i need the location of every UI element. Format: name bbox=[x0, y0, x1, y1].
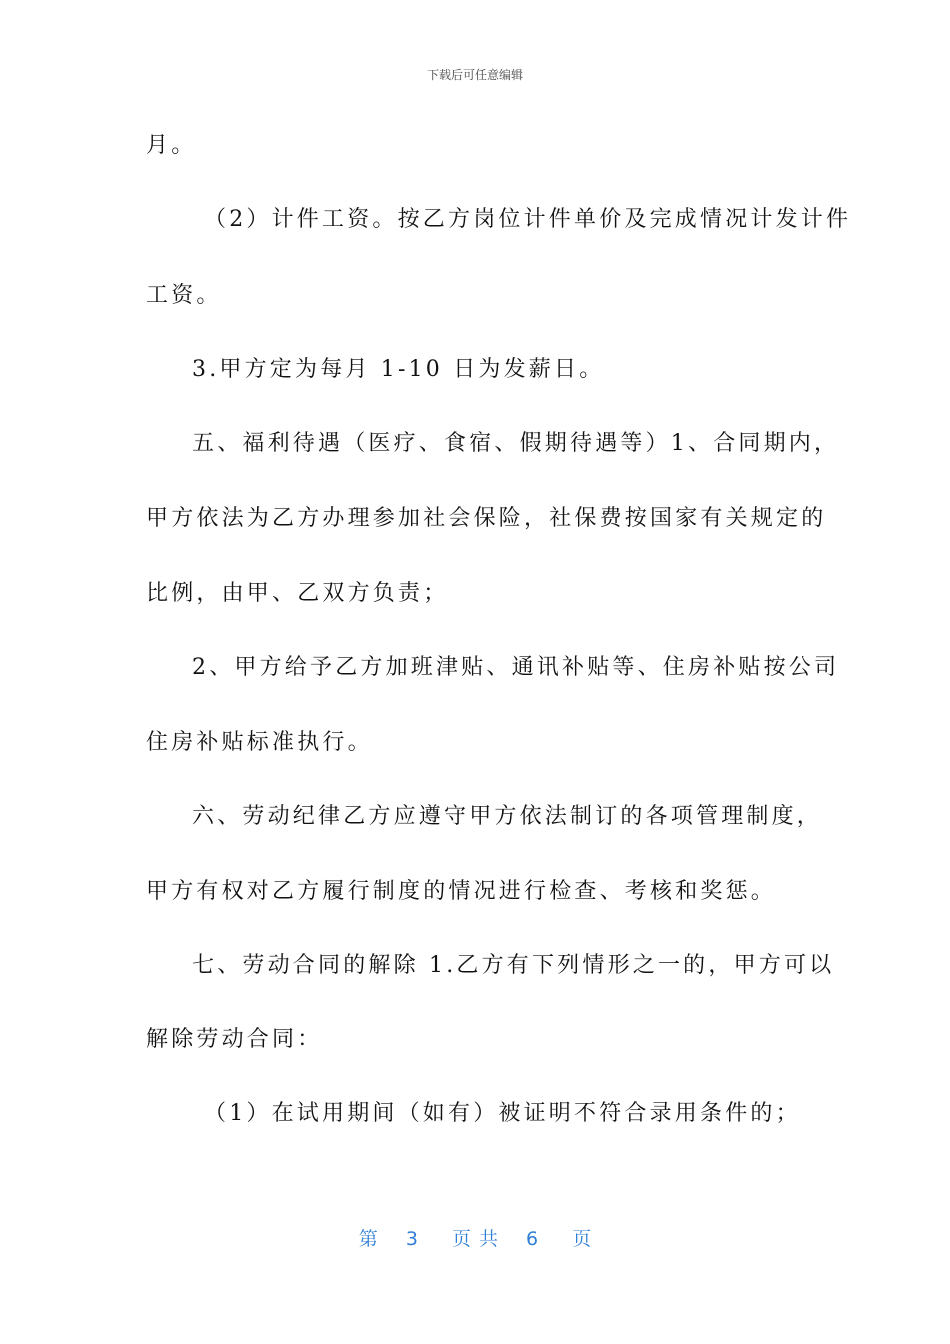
footer-suffix: 页 bbox=[572, 1228, 592, 1250]
paragraph-line: （2）计件工资。按乙方岗位计件单价及完成情况计发计件 bbox=[204, 207, 852, 232]
paragraph-line: 工资。 bbox=[146, 283, 222, 308]
paragraph-line: 七、劳动合同的解除 1.乙方有下列情形之一的，甲方可以 bbox=[192, 953, 835, 978]
current-page-number: 3 bbox=[405, 1228, 418, 1250]
paragraph-line: 甲方依法为乙方办理参加社会保险，社保费按国家有关规定的 bbox=[146, 506, 827, 531]
paragraph-line: 2、甲方给予乙方加班津贴、通讯补贴等、住房补贴按公司 bbox=[192, 655, 840, 680]
total-pages-number: 6 bbox=[526, 1228, 539, 1250]
paragraph-line: 六、劳动纪律乙方应遵守甲方依法制订的各项管理制度， bbox=[192, 804, 823, 829]
page-header-note: 下载后可任意编辑 bbox=[426, 68, 523, 82]
page-number-footer bbox=[0, 1224, 950, 1251]
paragraph-line: 甲方有权对乙方履行制度的情况进行检查、考核和奖惩。 bbox=[146, 879, 777, 904]
paragraph-line: （1）在试用期间（如有）被证明不符合录用条件的； bbox=[204, 1101, 801, 1126]
paragraph-line: 住房补贴标准执行。 bbox=[146, 730, 373, 755]
paragraph-line: 3.甲方定为每月 1-10 日为发薪日。 bbox=[192, 357, 605, 382]
paragraph-line: 月。 bbox=[146, 133, 197, 158]
footer-prefix: 第 bbox=[358, 1228, 378, 1250]
footer-middle: 页共 bbox=[451, 1228, 506, 1250]
paragraph-line: 比例，由甲、乙双方负责； bbox=[146, 581, 449, 606]
paragraph-line: 解除劳动合同： bbox=[146, 1027, 323, 1052]
paragraph-line: 五、福利待遇（医疗、食宿、假期待遇等）1、合同期内， bbox=[192, 431, 840, 456]
